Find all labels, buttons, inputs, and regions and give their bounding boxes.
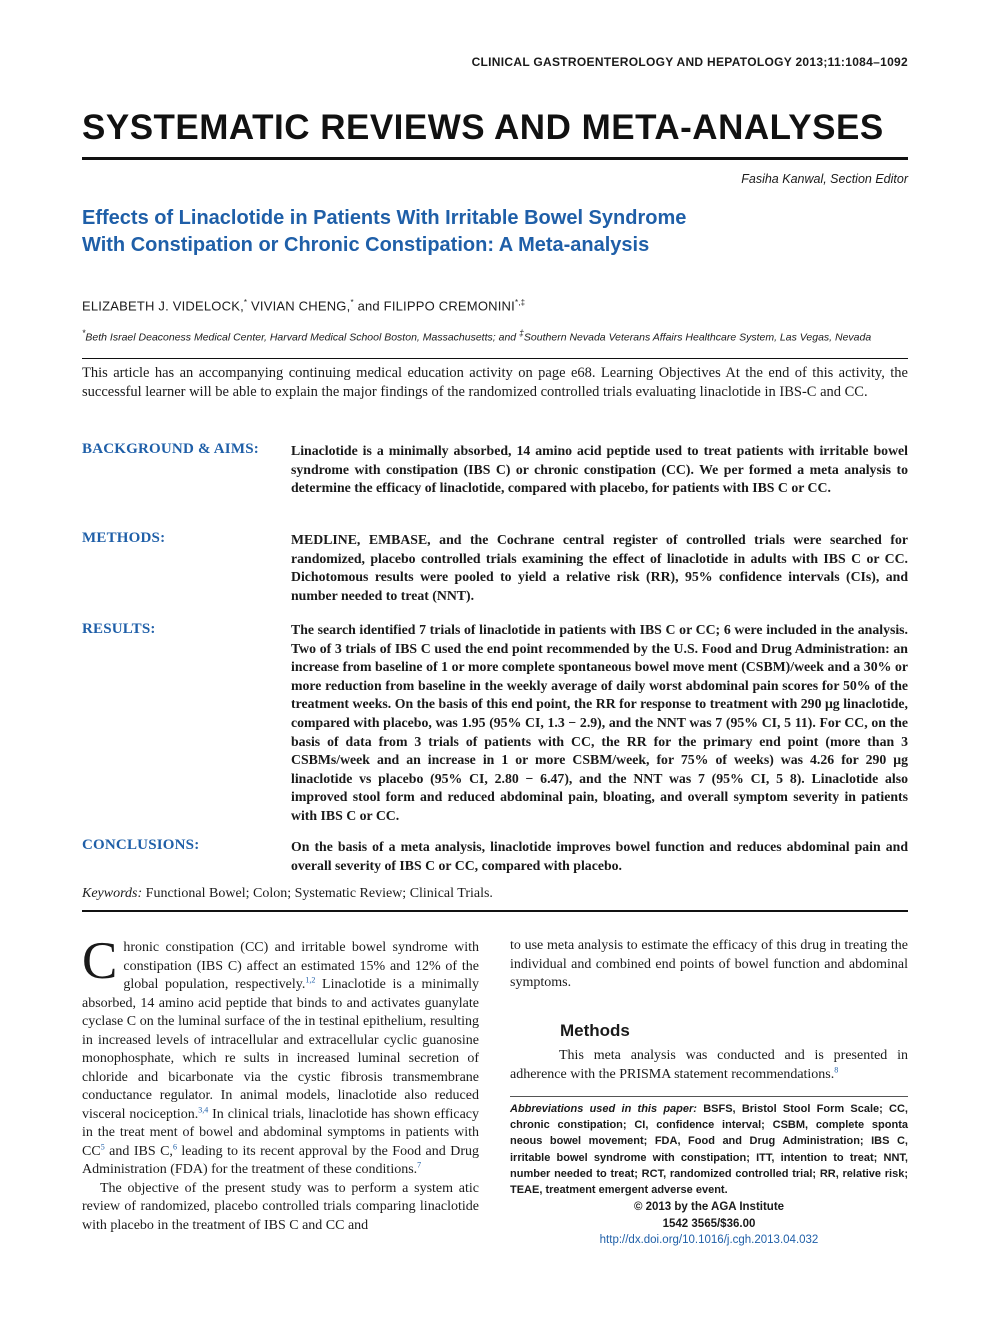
keywords bbox=[82, 886, 493, 902]
article-title-line-1: Effects of Linaclotide in Patients With Irritable Bowel Syndrome bbox=[82, 207, 687, 229]
section-title-rule bbox=[82, 157, 908, 160]
affiliation-1: Beth Israel Deaconess Medical Center, Harvard Medical School Boston, Massachusetts; and bbox=[85, 331, 520, 344]
keywords-text: Functional Bowel; Colon; Systematic Review; Clinical Trials. bbox=[142, 886, 493, 901]
cme-note: This article has an accompanying continuing medical education activity on page e68. Learning Objectives At the end of this activity, the successful learner will be able to explain the major findings of the randomized controlled trials evaluating linaclotide in IBS-C and CC. bbox=[82, 365, 908, 400]
abstract-conclusions-label: CONCLUSIONS: bbox=[82, 837, 200, 853]
copyright: © 2013 by the AGA Institute bbox=[633, 1201, 785, 1213]
drop-cap: C bbox=[82, 932, 118, 990]
intro-text: hronic constipation (CC) and irritable bowel syndrome with constipation (IBS C) affect an estimated 15% and 12% of the global population, respectively. bbox=[123, 940, 479, 992]
footnote-rule bbox=[510, 1096, 908, 1097]
citation-link[interactable]: 8 bbox=[834, 1064, 839, 1074]
section-title: SYSTEMATIC REVIEWS AND META-ANALYSES bbox=[82, 108, 884, 147]
intro-text: Linaclotide is a minimally absorbed, 14 amino acid peptide that binds to and activates guanylate cyclase C on the luminal surface of the in testinal epithelium, resulting in increased levels of intracellular and extracellular cyclic guanosine monophosphate, which re sults in increased luminal secretion of chloride and bicarbonate via the cystic fibrosis transmembrane conductance regulator. In animal models, linaclotide also reduced visceral nociception. bbox=[82, 977, 479, 1122]
abbreviations-text: BSFS, Bristol Stool Form Scale; CC, chronic constipation; CI, confidence interval; CSBM, complete sponta neous bowel movement; FDA, Food and Drug Administration; IBS C, irritable bowel syndrome with constipation; ITT, intention to treat; NNT, number needed to treat; RCT, randomized controlled trial; RR, relative risk; TEAE, treatment emergent adverse event. bbox=[510, 1103, 908, 1197]
intro-text: and IBS C, bbox=[104, 1143, 173, 1159]
keywords-label: Keywords: bbox=[82, 886, 143, 901]
abbreviations-footnote bbox=[510, 1101, 908, 1198]
intro-text: In clinical trials, linaclotide has shown efficacy in the treat ment of bowel and abdominal symptoms in patients with CC bbox=[82, 1106, 480, 1159]
author-affiliation-mark: *,‡ bbox=[514, 298, 526, 307]
intro-column-left bbox=[82, 932, 480, 1235]
abstract-conclusions-text: On the basis of a meta analysis, linaclotide improves bowel function and reduces abdominal pain and overall severity of IBS C or CC, compared with placebo. bbox=[291, 839, 908, 873]
abstract-methods-text: MEDLINE, EMBASE, and the Cochrane central register of controlled trials were searched for randomized, placebo controlled trials examining the effect of linaclotide in adults with IBS C or CC. Dichotomous results were pooled to yield a relative risk (RR), 95% confidence intervals (CIs), and number needed to treat (NNT). bbox=[291, 532, 908, 603]
abstract-background-text: Linaclotide is a minimally absorbed, 14 amino acid peptide used to treat patients with irritable bowel syndrome with constipation (IBS C) or chronic constipation (CC). We per formed a meta analysis to determine the efficacy of linaclotide, compared with placebo, for patients with IBS C or CC. bbox=[291, 443, 908, 496]
issn-price: 1542 3565/$36.00 bbox=[662, 1217, 756, 1230]
intro-paragraph-2: The objective of the present study was to perform a system atic review of randomized, placebo controlled trials comparing linaclotide with placebo in the treatment of IBS C and CC and bbox=[82, 1180, 479, 1233]
doi-link[interactable]: http://dx.doi.org/10.1016/j.cgh.2013.04.032 bbox=[599, 1234, 819, 1246]
keywords-rule bbox=[82, 910, 908, 912]
intro-text: leading to its recent approval by the Food and Drug Administration (FDA) for the treatment of these conditions. bbox=[82, 1143, 479, 1177]
citation-link[interactable]: 5 bbox=[100, 1141, 105, 1151]
author-affiliation-mark: * bbox=[350, 298, 354, 307]
section-editor: Fasiha Kanwal, Section Editor bbox=[741, 172, 908, 186]
author-affiliation-mark: * bbox=[243, 298, 248, 307]
author-videlock: ELIZABETH J. VIDELOCK, bbox=[82, 298, 244, 314]
abbreviations-label: Abbreviations used in this paper: bbox=[510, 1103, 697, 1115]
citation-link[interactable]: 1,2 bbox=[305, 975, 316, 985]
author-cremonini: and FILIPPO CREMONINI bbox=[353, 298, 515, 314]
abstract-results-label: RESULTS: bbox=[82, 621, 156, 637]
citation-link[interactable]: 3,4 bbox=[198, 1104, 209, 1114]
affiliation-2: Southern Nevada Veterans Affairs Healthcare System, Las Vegas, Nevada bbox=[523, 331, 872, 344]
abstract-background-label: BACKGROUND & AIMS: bbox=[82, 441, 259, 457]
intro-paragraph-1 bbox=[82, 932, 480, 1180]
abstract-methods-label: METHODS: bbox=[82, 530, 166, 546]
citation-link[interactable]: 6 bbox=[172, 1141, 177, 1151]
author-cheng: VIVIAN CHENG, bbox=[247, 298, 351, 314]
citation-link[interactable]: 7 bbox=[417, 1160, 422, 1170]
author-list bbox=[82, 298, 525, 313]
affiliation-mark: * bbox=[82, 328, 86, 338]
journal-reference: CLINICAL GASTROENTEROLOGY AND HEPATOLOGY 2013;11:1084–1092 bbox=[471, 55, 908, 69]
article-title-line-2: With Constipation or Chronic Constipation: A Meta-analysis bbox=[82, 234, 650, 256]
copyright-block bbox=[510, 1199, 908, 1249]
methods-text: This meta analysis was conducted and is presented in adherence with the PRISMA statement recommendations. bbox=[510, 1048, 908, 1082]
methods-heading: Methods bbox=[560, 1021, 630, 1040]
abstract-results-text: The search identified 7 trials of linaclotide in patients with IBS C or CC; 6 were included in the analysis. Two of 3 trials of IBS C used the end point recommended by the U.S. Food and Drug Administration: an increase from baseline of 1 or more complete spontaneous bowel move ment (CSBM)/week and a 30% or more reduction from baseline in the weekly average of daily worst abdominal pain scores for 50% of the treatment weeks. On the basis of this end point, the RR for response to treatment with 290 μg linaclotide, compared with placebo, was 1.95 (95% CI, 1.3 − 2.9), and the NNT was 7 (95% CI, 5 11). For CC, on the basis of data from 3 trials of patients with CC, the RR for the primary end point (more than 3 CSBMs/week and an increase in 1 or more CSBM/week, for 75% of weeks) was 4.26 for 290 μg linaclotide vs placebo (95% CI, 2.80 − 6.47), and the NNT was 7 (95% CI, 5 8). Linaclotide also improved stool form and reduced abdominal pain, bloating, and overall symptom severity in patients with IBS C or CC. bbox=[291, 622, 908, 823]
affiliations bbox=[82, 328, 871, 344]
affiliation-rule bbox=[82, 358, 908, 359]
article-title bbox=[82, 205, 842, 259]
intro-continuation: to use meta analysis to estimate the efficacy of this drug in treating the individual and combined end points of bowel function and abdominal symptoms. bbox=[510, 938, 908, 990]
affiliation-mark: ‡ bbox=[519, 328, 524, 338]
methods-paragraph bbox=[510, 1047, 908, 1084]
